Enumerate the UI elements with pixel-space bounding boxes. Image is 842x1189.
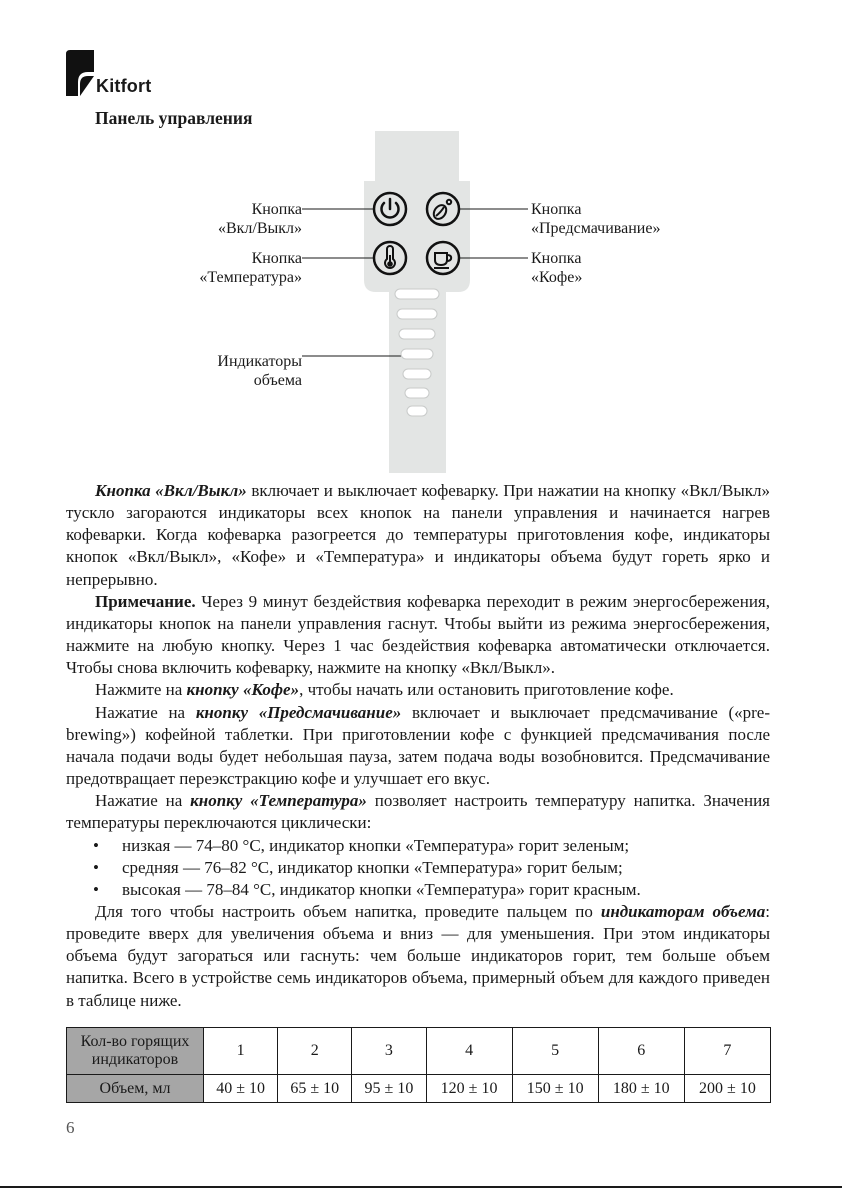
volume-indicator-2[interactable]: [397, 309, 437, 319]
control-panel-diagram: [0, 0, 842, 480]
paragraph-prebrew: Нажатие на кнопку «Предсмачивание» включает и выключает предсмачивание («pre-brewing») кофейной таблетки. При приготовлении кофе с функцией предсмачивания после начала подачи воды будет небольшая пауза, затем подача воды возобновится. Предсмачивание предотвращает переэкстракцию кофе и улучшает его вкус.: [66, 702, 770, 789]
table-header-cell: Объем, мл: [67, 1075, 204, 1103]
table-cell: 2: [278, 1028, 352, 1075]
volume-indicator-1[interactable]: [395, 289, 439, 299]
table-cell: 95 ± 10: [352, 1075, 426, 1103]
table-header-cell: Кол-во горящих индикаторов: [67, 1028, 204, 1075]
volume-indicator-5[interactable]: [403, 369, 431, 379]
volume-table: [66, 1027, 771, 1103]
table-cell: 3: [352, 1028, 426, 1075]
list-item: • низкая — 74–80 °С, индикатор кнопки «Температура» горит зеленым;: [93, 835, 630, 855]
paragraph-volume: Для того чтобы настроить объем напитка, проведите пальцем по индикаторам объема: проведите вверх для увеличения объема и вниз — для уменьшения. При этом индикаторы объема будут загораться или гаснуть: чем больше индикаторов горит, тем больше объем напитка. Всего в устройстве семь индикаторов объема, примерный объем для каждого приведен в таблице ниже.: [66, 901, 770, 1010]
list-item: • высокая — 78–84 °С, индикатор кнопки «Температура» горит красным.: [93, 879, 641, 899]
paragraph-note: Примечание. Через 9 минут бездействия кофеварка переходит в режим энергосбережения, индикаторы кнопок на панели управления гаснут. Чтобы выйти из режима энергосбережения, нажмите на любую кнопку. Через 1 час бездействия кофеварка автоматически отключается. Чтобы снова включить кофеварку, нажмите на кнопку «Вкл/Выкл».: [66, 591, 770, 678]
table-cell: 7: [684, 1028, 770, 1075]
volume-indicator-7[interactable]: [407, 406, 427, 416]
label-temperature-button: Кнопка «Температура»: [199, 250, 302, 286]
coffee-button[interactable]: [427, 242, 459, 274]
table-cell: 40 ± 10: [204, 1075, 278, 1103]
paragraph-temperature: Нажатие на кнопку «Температура» позволяет настроить температуру напитка. Значения температуры переключаются циклически:: [66, 791, 770, 833]
table-row: [67, 1075, 771, 1103]
paragraph-coffee: Нажмите на кнопку «Кофе», чтобы начать или остановить приготовление кофе.: [95, 680, 674, 700]
volume-indicator-6[interactable]: [405, 388, 429, 398]
paragraph-power: Кнопка «Вкл/Выкл» включает и выключает кофеварку. При нажатии на кнопку «Вкл/Выкл» тускло загораются индикаторы всех кнопок на панели управления и начинается нагрев кофеварки. Когда кофеварка разогреется до температуры приготовления кофе, индикаторы кнопок «Вкл/Выкл», «Кофе» и «Температура» и индикаторы объема будут гореть ярко и непрерывно.: [66, 481, 770, 589]
list-item: • средняя — 76–82 °С, индикатор кнопки «Температура» горит белым;: [93, 857, 623, 877]
table-cell: 6: [598, 1028, 684, 1075]
table-cell: 150 ± 10: [512, 1075, 598, 1103]
temperature-list: [66, 835, 770, 901]
label-prebrew-button: Кнопка «Предсмачивание»: [531, 201, 661, 237]
volume-indicator-4[interactable]: [401, 349, 433, 359]
prebrew-button[interactable]: [427, 193, 459, 225]
table-cell: 180 ± 10: [598, 1075, 684, 1103]
volume-indicator-3[interactable]: [399, 329, 435, 339]
table-cell: 5: [512, 1028, 598, 1075]
table-cell: 65 ± 10: [278, 1075, 352, 1103]
label-power-button: Кнопка «Вкл/Выкл»: [217, 201, 302, 237]
body-text: [66, 480, 770, 1012]
panel-body: [364, 181, 470, 473]
brand-name: Kitfort: [96, 76, 152, 96]
panel-top: [375, 131, 459, 181]
section-title: Панель управления: [95, 108, 253, 128]
table-cell: 120 ± 10: [426, 1075, 512, 1103]
power-button[interactable]: [374, 193, 406, 225]
table-cell: 1: [204, 1028, 278, 1075]
temperature-button[interactable]: [374, 242, 406, 274]
label-volume-indicators: Индикаторы объема: [217, 353, 302, 389]
page-number: 6: [66, 1118, 75, 1137]
label-coffee-button: Кнопка «Кофе»: [531, 250, 583, 286]
page-bottom-rule: [0, 1186, 842, 1188]
table-cell: 4: [426, 1028, 512, 1075]
table-cell: 200 ± 10: [684, 1075, 770, 1103]
table-row: [67, 1028, 771, 1075]
